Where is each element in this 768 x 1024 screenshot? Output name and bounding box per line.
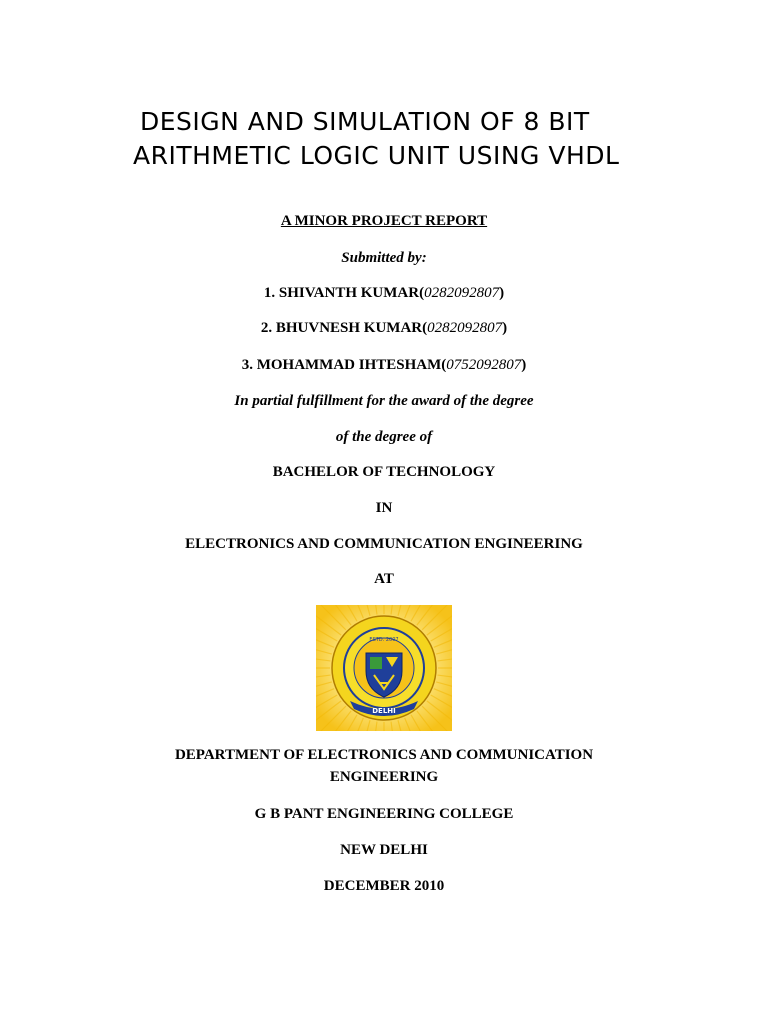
college-city: NEW DELHI bbox=[340, 842, 428, 858]
india-map-icon bbox=[370, 657, 382, 669]
fulfillment-line-2: of the degree of bbox=[335, 429, 433, 445]
author-2-close: ) bbox=[502, 320, 508, 336]
author-2 bbox=[0, 321, 768, 336]
department-line-1: DEPARTMENT OF ELECTRONICS AND COMMUNICATION bbox=[174, 747, 594, 763]
report-type: A MINOR PROJECT REPORT bbox=[280, 213, 488, 229]
college-name: G B PANT ENGINEERING COLLEGE bbox=[254, 806, 514, 822]
author-1-name: 1. SHIVANTH KUMAR( bbox=[263, 285, 425, 301]
author-2-roll: 0282092807 bbox=[427, 320, 503, 336]
author-3-roll: 0752092807 bbox=[446, 357, 522, 373]
author-3-name: 3. MOHAMMAD IHTESHAM( bbox=[241, 357, 447, 373]
submitted-by-label: Submitted by: bbox=[341, 250, 427, 266]
author-2-name: 2. BHUVNESH KUMAR( bbox=[260, 320, 428, 336]
report-date: DECEMBER 2010 bbox=[323, 878, 445, 894]
in-label: IN bbox=[375, 500, 393, 516]
logo-established-text: ESTD. 2007 bbox=[369, 637, 399, 643]
degree-name: BACHELOR OF TECHNOLOGY bbox=[272, 464, 496, 480]
author-1-roll: 0282092807 bbox=[424, 285, 500, 301]
author-3 bbox=[0, 358, 768, 373]
title-line-1: DESIGN AND SIMULATION OF 8 BIT bbox=[140, 107, 590, 136]
title-line-2: ARITHMETIC LOGIC UNIT USING VHDL bbox=[133, 141, 620, 170]
branch-name: ELECTRONICS AND COMMUNICATION ENGINEERING bbox=[185, 536, 583, 552]
author-1 bbox=[0, 286, 768, 301]
fulfillment-line-1: In partial fulfillment for the award of the degree bbox=[234, 393, 534, 409]
college-logo bbox=[316, 605, 452, 731]
author-3-close: ) bbox=[521, 357, 527, 373]
at-label: AT bbox=[374, 571, 394, 587]
logo-city-text: DELHI bbox=[372, 707, 396, 715]
author-1-close: ) bbox=[499, 285, 505, 301]
department-line-2: ENGINEERING bbox=[329, 769, 439, 785]
